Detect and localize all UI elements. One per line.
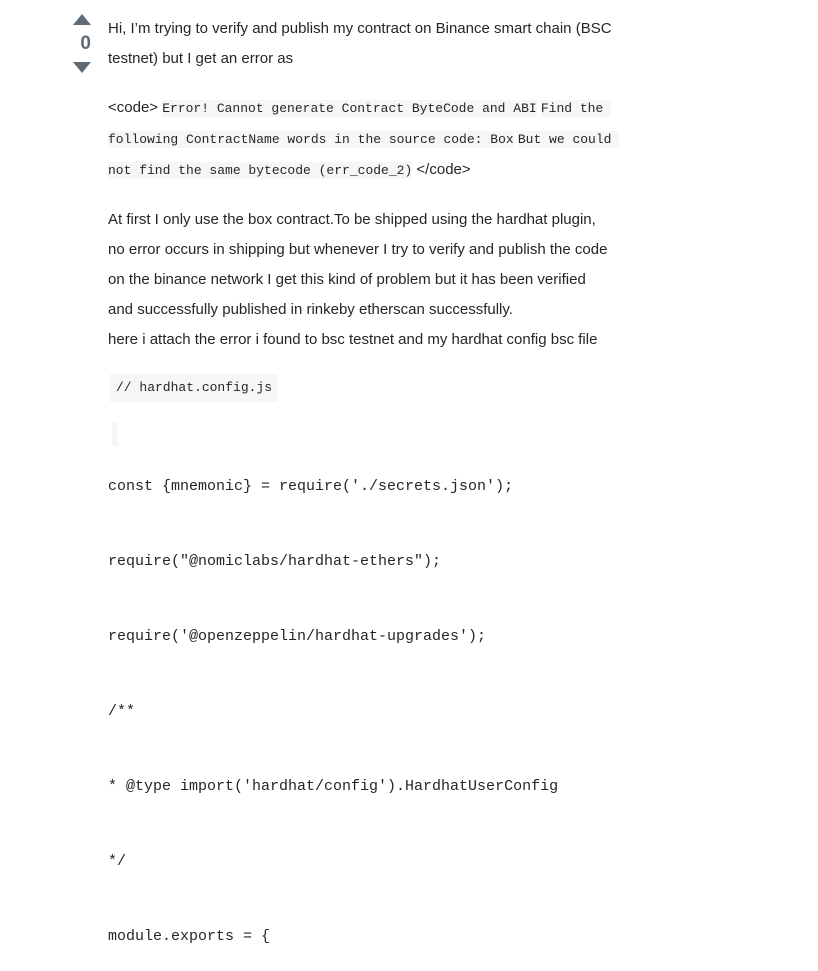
error-line-2: Find the following ContractName words in the source code: Box <box>108 101 612 147</box>
code-gap-7 <box>108 821 800 847</box>
post-body <box>108 14 818 971</box>
explanation-line-1: At first I only use the box contract.To be shipped using the hardhat plugin, <box>108 211 596 228</box>
config-code-block <box>108 374 800 952</box>
blank-code-row <box>108 422 800 446</box>
config-line-4: /** <box>108 703 136 720</box>
config-line-2: require("@nomiclabs/hardhat-ethers"); <box>108 553 442 570</box>
downvote-icon[interactable] <box>73 62 91 73</box>
config-line-3: require('@openzeppelin/hardhat-upgrades'); <box>108 628 487 645</box>
post-prose <box>108 14 800 952</box>
code-close-tag: </code> <box>416 161 471 178</box>
explanation-line-2: no error occurs in shipping but whenever I try to verify and publish the code <box>108 241 608 258</box>
vote-widget <box>0 14 108 73</box>
explanation-line-3: on the binance network I get this kind of problem but it has been verified <box>108 271 586 288</box>
code-gap-5 <box>108 671 800 697</box>
explanation-line-5: here i attach the error i found to bsc testnet and my hardhat config bsc file <box>108 331 598 348</box>
intro-paragraph: Hi, I’m trying to verify and publish my contract on Binance smart chain (BSC testnet) but I get an error as <box>108 20 612 67</box>
error-code-paragraph <box>108 93 628 186</box>
code-gap-6 <box>108 746 800 772</box>
empty-code-span <box>112 422 118 446</box>
code-gap-2 <box>108 446 800 472</box>
config-line-7: module.exports = { <box>108 928 271 945</box>
error-line-3: But we could not find the same bytecode (err_code_2) <box>108 132 620 178</box>
config-comment-row <box>108 374 800 402</box>
upvote-icon[interactable] <box>73 14 91 25</box>
code-gap-4 <box>108 596 800 622</box>
vote-count: 0 <box>80 33 91 54</box>
code-open-tag: <code> <box>108 99 159 116</box>
explanation-line-4: and successfully published in rinkeby etherscan successfully. <box>108 301 513 318</box>
config-comment: // hardhat.config.js <box>110 374 278 402</box>
config-line-6: */ <box>108 853 127 870</box>
code-gap-8 <box>108 896 800 922</box>
code-gap-3 <box>108 521 800 547</box>
config-line-5: * @type import('hardhat/config').HardhatUserConfig <box>108 778 559 795</box>
config-line-1: const {mnemonic} = require('./secrets.json'); <box>108 478 514 495</box>
explanation-paragraph <box>108 205 613 355</box>
error-line-1: Error! Cannot generate Contract ByteCode and ABI <box>162 101 537 116</box>
code-gap-1 <box>108 402 800 422</box>
